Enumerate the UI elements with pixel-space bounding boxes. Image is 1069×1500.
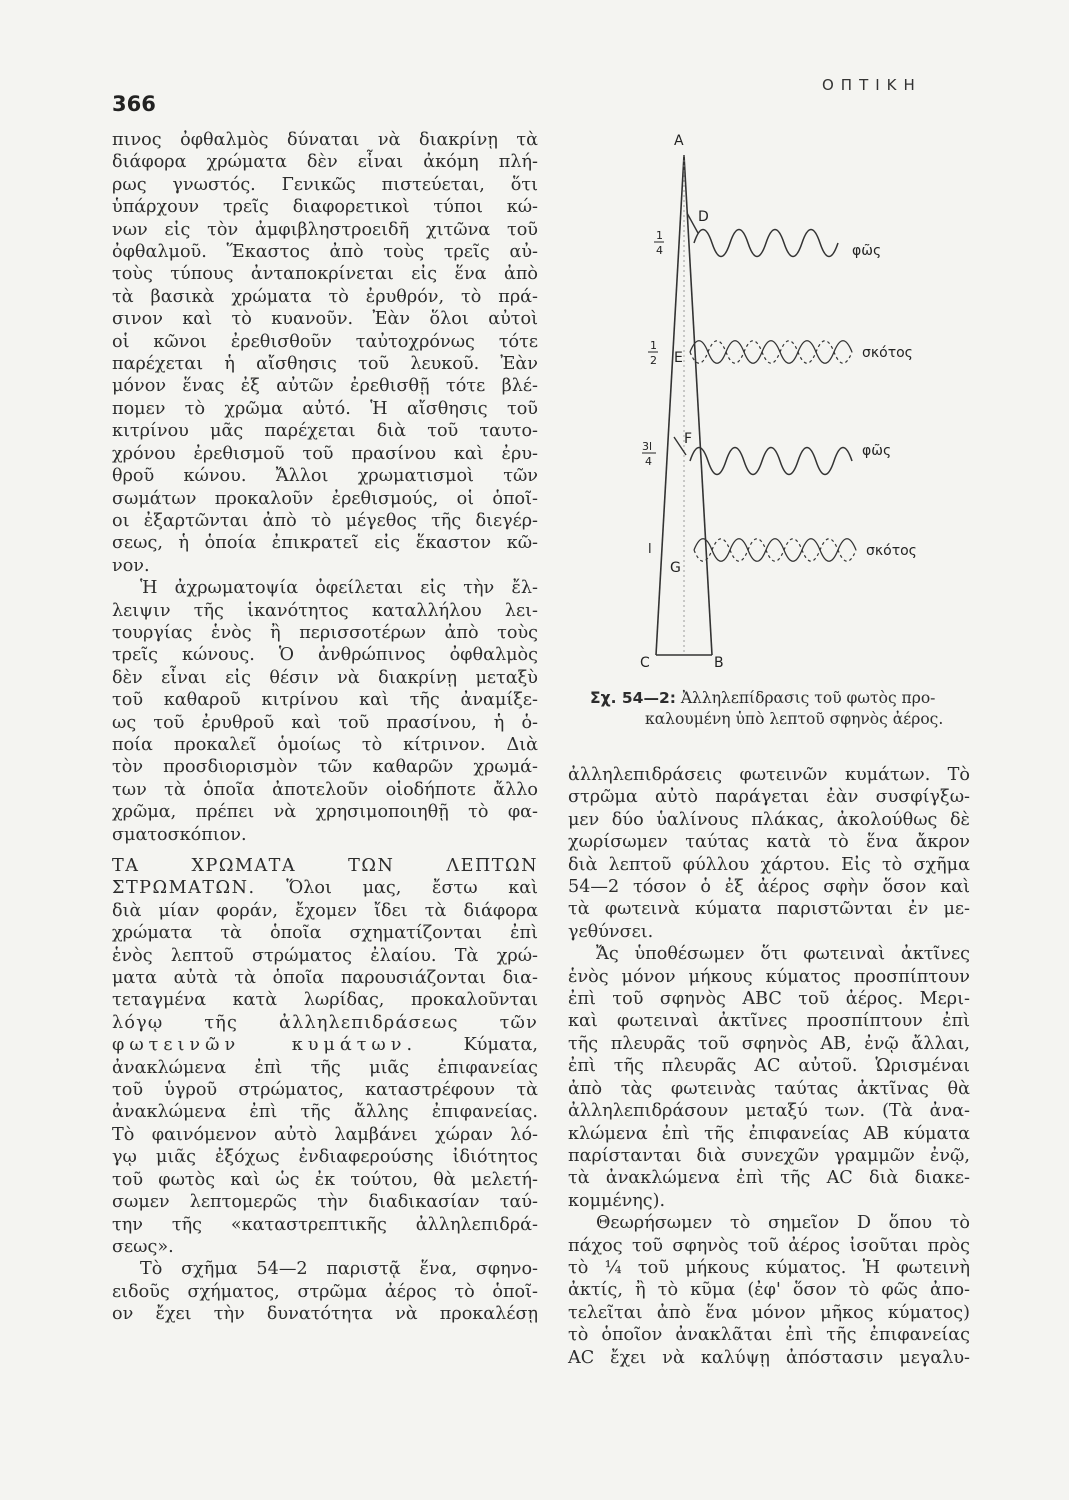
fraction-quarter-denominator: 4 (656, 244, 663, 257)
caption-label: Σχ. 54—2: (590, 689, 676, 707)
text-line: τὰ βασικὰ χρώματα τὸ ἐρυθρόν, τὸ πρά- (112, 286, 538, 307)
paragraph-point-d (568, 1212, 970, 1369)
text-line: ἀνακλώμενα ἐπὶ τῆς μιᾶς ἐπιφανείας (112, 1057, 538, 1078)
wave-light-d (694, 230, 838, 257)
text-line: Τὸ σχῆμα 54—2 παριστᾷ ἕνα, σφηνο- (140, 1259, 538, 1280)
paragraph-color-blindness (112, 577, 538, 846)
text-line: πινος ὀφθαλμὸς δύναται νὰ διακρίνῃ τὰ (112, 130, 538, 150)
text-line: τεταγμένα κατὰ λωρίδας, προκαλοῦνται (112, 990, 538, 1011)
text-line: μεν δύο ὑαλίνους πλάκας, ἀκολούθως δὲ (568, 809, 970, 830)
text-line: λόγῳ τῆς ἀλληλεπιδράσεως τῶν (112, 1012, 538, 1033)
text-line: κιτρίνου μᾶς παρέχεται διὰ τοῦ ταυτο- (112, 421, 538, 442)
label-a: A (674, 133, 684, 149)
text-line: Ἄς ὑποθέσωμεν ὅτι φωτειναὶ ἀκτῖνες (596, 944, 970, 965)
text-line: χρώματα τὰ ὁποῖα σχηματίζονται ἐπὶ (112, 923, 538, 944)
text-line: τελεῖται ἀπὸ ἕνα μόνον μῆκος κύματος) (568, 1302, 970, 1323)
text-line: AC ἔχει νὰ καλύψῃ ἀπόστασιν μεγαλυ- (568, 1347, 970, 1368)
wave-reflected-ab-e (690, 341, 852, 364)
wave-label-dark-1: σκότος (862, 345, 913, 361)
text-line: σωμεν λεπτομερῶς τὴν διαδικασίαν ταύ- (112, 1192, 538, 1213)
text-line: θροῦ κώνου. Ἄλλοι χρωματισμοὶ τῶν (112, 466, 538, 487)
text-line: την τῆς «καταστρεπτικῆς ἀλληλεπιδρά- (112, 1214, 538, 1235)
wave-light-f (690, 448, 852, 475)
text-line: ἀλληλεπιδράσουν μεταξύ των. (Τὰ ἀνα- (568, 1101, 970, 1122)
figure-air-wedge (590, 125, 990, 685)
text-line: ἑνὸς λεπτοῦ στρώματος ἐλαίου. Τὰ χρώ- (112, 945, 538, 966)
text-line: τοὺς τύπους ἀνταποκρίνεται εἰς ἕνα ἀπὸ (112, 264, 538, 285)
text-fragment: Κύματα, (417, 1035, 538, 1056)
text-line: σινον καὶ τὸ κυανοῦν. Ἐὰν ὅλοι αὐτοὶ (112, 309, 538, 330)
text-line: σεως». (112, 1236, 174, 1257)
wave-label-dark-2: σκότος (866, 543, 917, 559)
emphasized-term: φωτεινῶν κυμάτων. (112, 1035, 418, 1056)
text-line: πάχος τοῦ σφηνὸς τοῦ ἀέρος ἰσοῦται πρὸς (568, 1235, 970, 1256)
text-line: λειψιν τῆς ἱκανότητος καταλλήλου λει- (112, 600, 538, 621)
label-d: D (698, 209, 709, 225)
text-line: ἀκτίς, ἢ τὸ κῦμα (ἐφ' ὅσον τὸ φῶς ἀπο- (568, 1280, 970, 1301)
text-line: ἀνακλώμενα ἐπὶ τῆς ἄλλης ἐπιφανείας. (112, 1102, 538, 1123)
caption-text-2: καλουμένη ὑπὸ λεπτοῦ σφηνὸς ἀέρος. (645, 710, 944, 728)
fraction-three-quarter-numerator: 3l (642, 440, 653, 453)
text-line: πομεν τὸ χρῶμα αὐτό. Ἡ αἴσθησις τοῦ (112, 398, 538, 419)
text-line: ὀφθαλμοῦ. Ἕκαστος ἀπὸ τοὺς τρεῖς αὐ- (112, 242, 538, 263)
text-line: σωμάτων προκαλοῦν ἐρεθισμούς, οἱ ὁποῖ- (112, 488, 538, 509)
text-line: ἑνὸς μόνον μήκους κύματος προσπίπτουν (568, 966, 970, 987)
text-line: νων εἰς τὸν ἀμφιβληστροειδῆ χιτῶνα τοῦ (112, 219, 538, 240)
wave-label-light-2: φῶς (862, 443, 892, 459)
text-fragment: Ὅλοι μας, ἔστω καὶ (255, 878, 538, 899)
marker-one: l (648, 542, 652, 557)
text-line: τὸ ὁποῖον ἀνακλᾶται ἐπὶ τῆς ἐπιφανείας (568, 1325, 970, 1346)
right-column (568, 764, 970, 1369)
page-number: 366 (112, 92, 156, 116)
label-e: E (674, 350, 683, 366)
text-line: διὰ λεπτοῦ φύλλου χάρτου. Εἰς τὸ σχῆμα (568, 854, 970, 875)
text-line: δὲν εἶναι εἰς θέσιν νὰ διακρίνῃ μεταξὺ (112, 667, 538, 688)
caption-text-1: Ἀλληλεπίδρασις τοῦ φωτὸς προ- (675, 689, 936, 707)
text-line: χρῶμα, πρέπει νὰ χρησιμοποιηθῇ τὸ φα- (112, 802, 538, 823)
text-line: γῳ μιᾶς ἐξόχως ἐνδιαφερούσης ἰδιότητος (112, 1147, 538, 1168)
label-g: G (670, 560, 681, 576)
text-line: σματοσκόπιον. (112, 824, 247, 845)
text-line: ἐπὶ τῆς πλευρᾶς AC αὐτοῦ. Ὡρισμέναι (568, 1056, 970, 1077)
text-line (112, 1034, 538, 1056)
paragraph-thin-films (112, 855, 538, 1258)
text-line: ρως γνωστός. Γενικῶς πιστεύεται, ὅτι (112, 174, 538, 195)
text-line: γεθύνσει. (568, 921, 654, 942)
wave-reflected-ab-g (694, 539, 856, 562)
paragraph-color-vision (112, 129, 538, 577)
label-c: C (640, 655, 650, 671)
text-line: τρεῖς κώνους. Ὁ ἀνθρώπινος ὀφθαλμὸς (112, 645, 538, 666)
text-line: χρόνου ἐρεθισμοῦ τοῦ πρασίνου καὶ ἐρυ- (112, 443, 538, 464)
text-line: ον ἔχει τὴν δυνατότητα νὰ προκαλέσῃ (112, 1304, 538, 1325)
left-column (112, 129, 538, 1326)
text-line: τὰ ἀνακλώμενα ἐπὶ τῆς AC διὰ διακε- (568, 1168, 970, 1189)
fraction-half-denominator: 2 (650, 354, 657, 367)
text-line: τουργίας ἑνὸς ἢ περισσοτέρων ἀπὸ τοὺς (112, 622, 538, 643)
air-wedge-diagram (590, 125, 990, 685)
text-line: ἐπὶ τοῦ σφηνὸς ABC τοῦ ἀέρος. Μερι- (568, 989, 970, 1010)
text-line: 54—2 τόσον ὁ ἐξ ἀέρος σφὴν ὅσον καὶ (568, 877, 970, 898)
text-line: στρῶμα αὐτὸ παράγεται ἐὰν συσφίγξω- (568, 787, 970, 808)
text-line: σεως, ἡ ὁποία ἐπικρατεῖ εἰς ἕκαστον κῶ- (112, 533, 538, 554)
running-head: ΟΠΤΙΚΗ (822, 76, 922, 94)
text-line: Τὸ φαινόμενον αὐτὸ λαμβάνει χώραν λό- (112, 1124, 538, 1145)
label-f: F (684, 431, 693, 447)
wave-label-light-1: φῶς (852, 243, 882, 259)
text-line: κομμένης). (568, 1190, 666, 1211)
paragraph-wedge-setup (568, 764, 970, 943)
text-line: τὸν προσδιορισμὸν τῶν καθαρῶν χρωμά- (112, 757, 538, 778)
section-heading: ΤΑ ΧΡΩΜΑΤΑ ΤΩΝ ΛΕΠΤΩΝ (112, 856, 538, 876)
text-line: των τὰ ὁποῖα ἀποτελοῦν οἱοδήποτε ἄλλο (112, 779, 538, 800)
text-line: ἀλληλεπιδράσεις φωτεινῶν κυμάτων. Τὸ (568, 765, 970, 785)
text-line: ὑπάρχουν τρεῖς διαφορετικοὶ τύποι κώ- (112, 197, 538, 218)
label-b: B (714, 655, 724, 671)
text-line: χωρίσωμεν ταύτας κατὰ τὸ ἕνα ἄκρον (568, 832, 970, 853)
wave-reflected-ac-e (690, 341, 852, 364)
text-line: ειδοῦς σχήματος, στρῶμα ἀέρος τὸ ὁποῖ- (112, 1281, 538, 1302)
text-line: μόνον ἕνας ἐξ αὐτῶν ἐρεθισθῇ τότε βλέ- (112, 376, 538, 397)
fraction-three-quarter-denominator: 4 (645, 455, 652, 468)
text-line: οι ἐξαρτῶνται ἀπὸ τὸ μέγεθος τῆς διεγέρ- (112, 510, 538, 531)
text-line: τὸ ¼ τοῦ μήκους κύματος. Ἡ φωτεινὴ (568, 1257, 970, 1278)
text-line: τοῦ καθαροῦ κιτρίνου καὶ τῆς ἀναμίξε- (112, 690, 538, 711)
text-line: παρίστανται διὰ συνεχῶν γραμμῶν ἐνῷ, (568, 1145, 970, 1166)
text-line: τὰ φωτεινὰ κύματα παριστῶνται ἐν με- (568, 899, 970, 920)
text-line: οἱ κῶνοι ἐρεθισθοῦν ταὐτοχρόνως τότε (112, 331, 538, 352)
text-line: κλώμενα ἐπὶ τῆς ἐπιφανείας AB κύματα (568, 1123, 970, 1144)
fraction-quarter-numerator: 1 (656, 229, 663, 242)
fraction-half-numerator: 1 (650, 339, 657, 352)
paragraph-wave-assumption (568, 943, 970, 1212)
text-line: Ἡ ἀχρωματοψία ὀφείλεται εἰς τὴν ἔλ- (140, 578, 538, 599)
wedge-side-ab (684, 155, 712, 655)
text-line: παρέχεται ἡ αἴσθησις τοῦ λευκοῦ. Ἐὰν (112, 354, 538, 375)
figure-caption (590, 688, 976, 730)
wave-reflected-ac-g (694, 539, 856, 562)
section-heading-end: ΣΤΡΩΜΑΤΩΝ. (112, 878, 256, 899)
text-line: ματα αὐτὰ τὰ ὁποῖα παρουσιάζονται δια- (112, 968, 538, 989)
text-line: νον. (112, 555, 150, 576)
text-line: τοῦ ὑγροῦ στρώματος, καταστρέφουν τὰ (112, 1080, 538, 1101)
text-line: ως τοῦ ἐρυθροῦ καὶ τοῦ πρασίνου, ἡ ὁ- (112, 712, 538, 733)
text-line: ἀπὸ τὰς φωτεινὰς ταύτας ἀκτῖνας θὰ (568, 1078, 970, 1099)
text-line: ποία προκαλεῖ ὁμοίως τὸ κίτρινον. Διὰ (112, 734, 538, 755)
text-line (112, 877, 538, 899)
text-line: τῆς πλευρᾶς τοῦ σφηνὸς AB, ἐνῷ ἄλλαι, (568, 1033, 970, 1054)
text-line: τοῦ φωτὸς καὶ ὡς ἐκ τούτου, θὰ μελετή- (112, 1169, 538, 1190)
text-line: Θεωρήσωμεν τὸ σημεῖον D ὅπου τὸ (596, 1213, 970, 1234)
paragraph-figure-ref (112, 1258, 538, 1325)
text-line: καὶ φωτειναὶ ἀκτῖνες προσπίπτουν ἐπὶ (568, 1011, 970, 1032)
text-line: διὰ μίαν φοράν, ἔχομεν ἴδει τὰ διάφορα (112, 900, 538, 921)
text-line: διάφορα χρώματα δὲν εἶναι ἀκόμη πλή- (112, 152, 538, 173)
